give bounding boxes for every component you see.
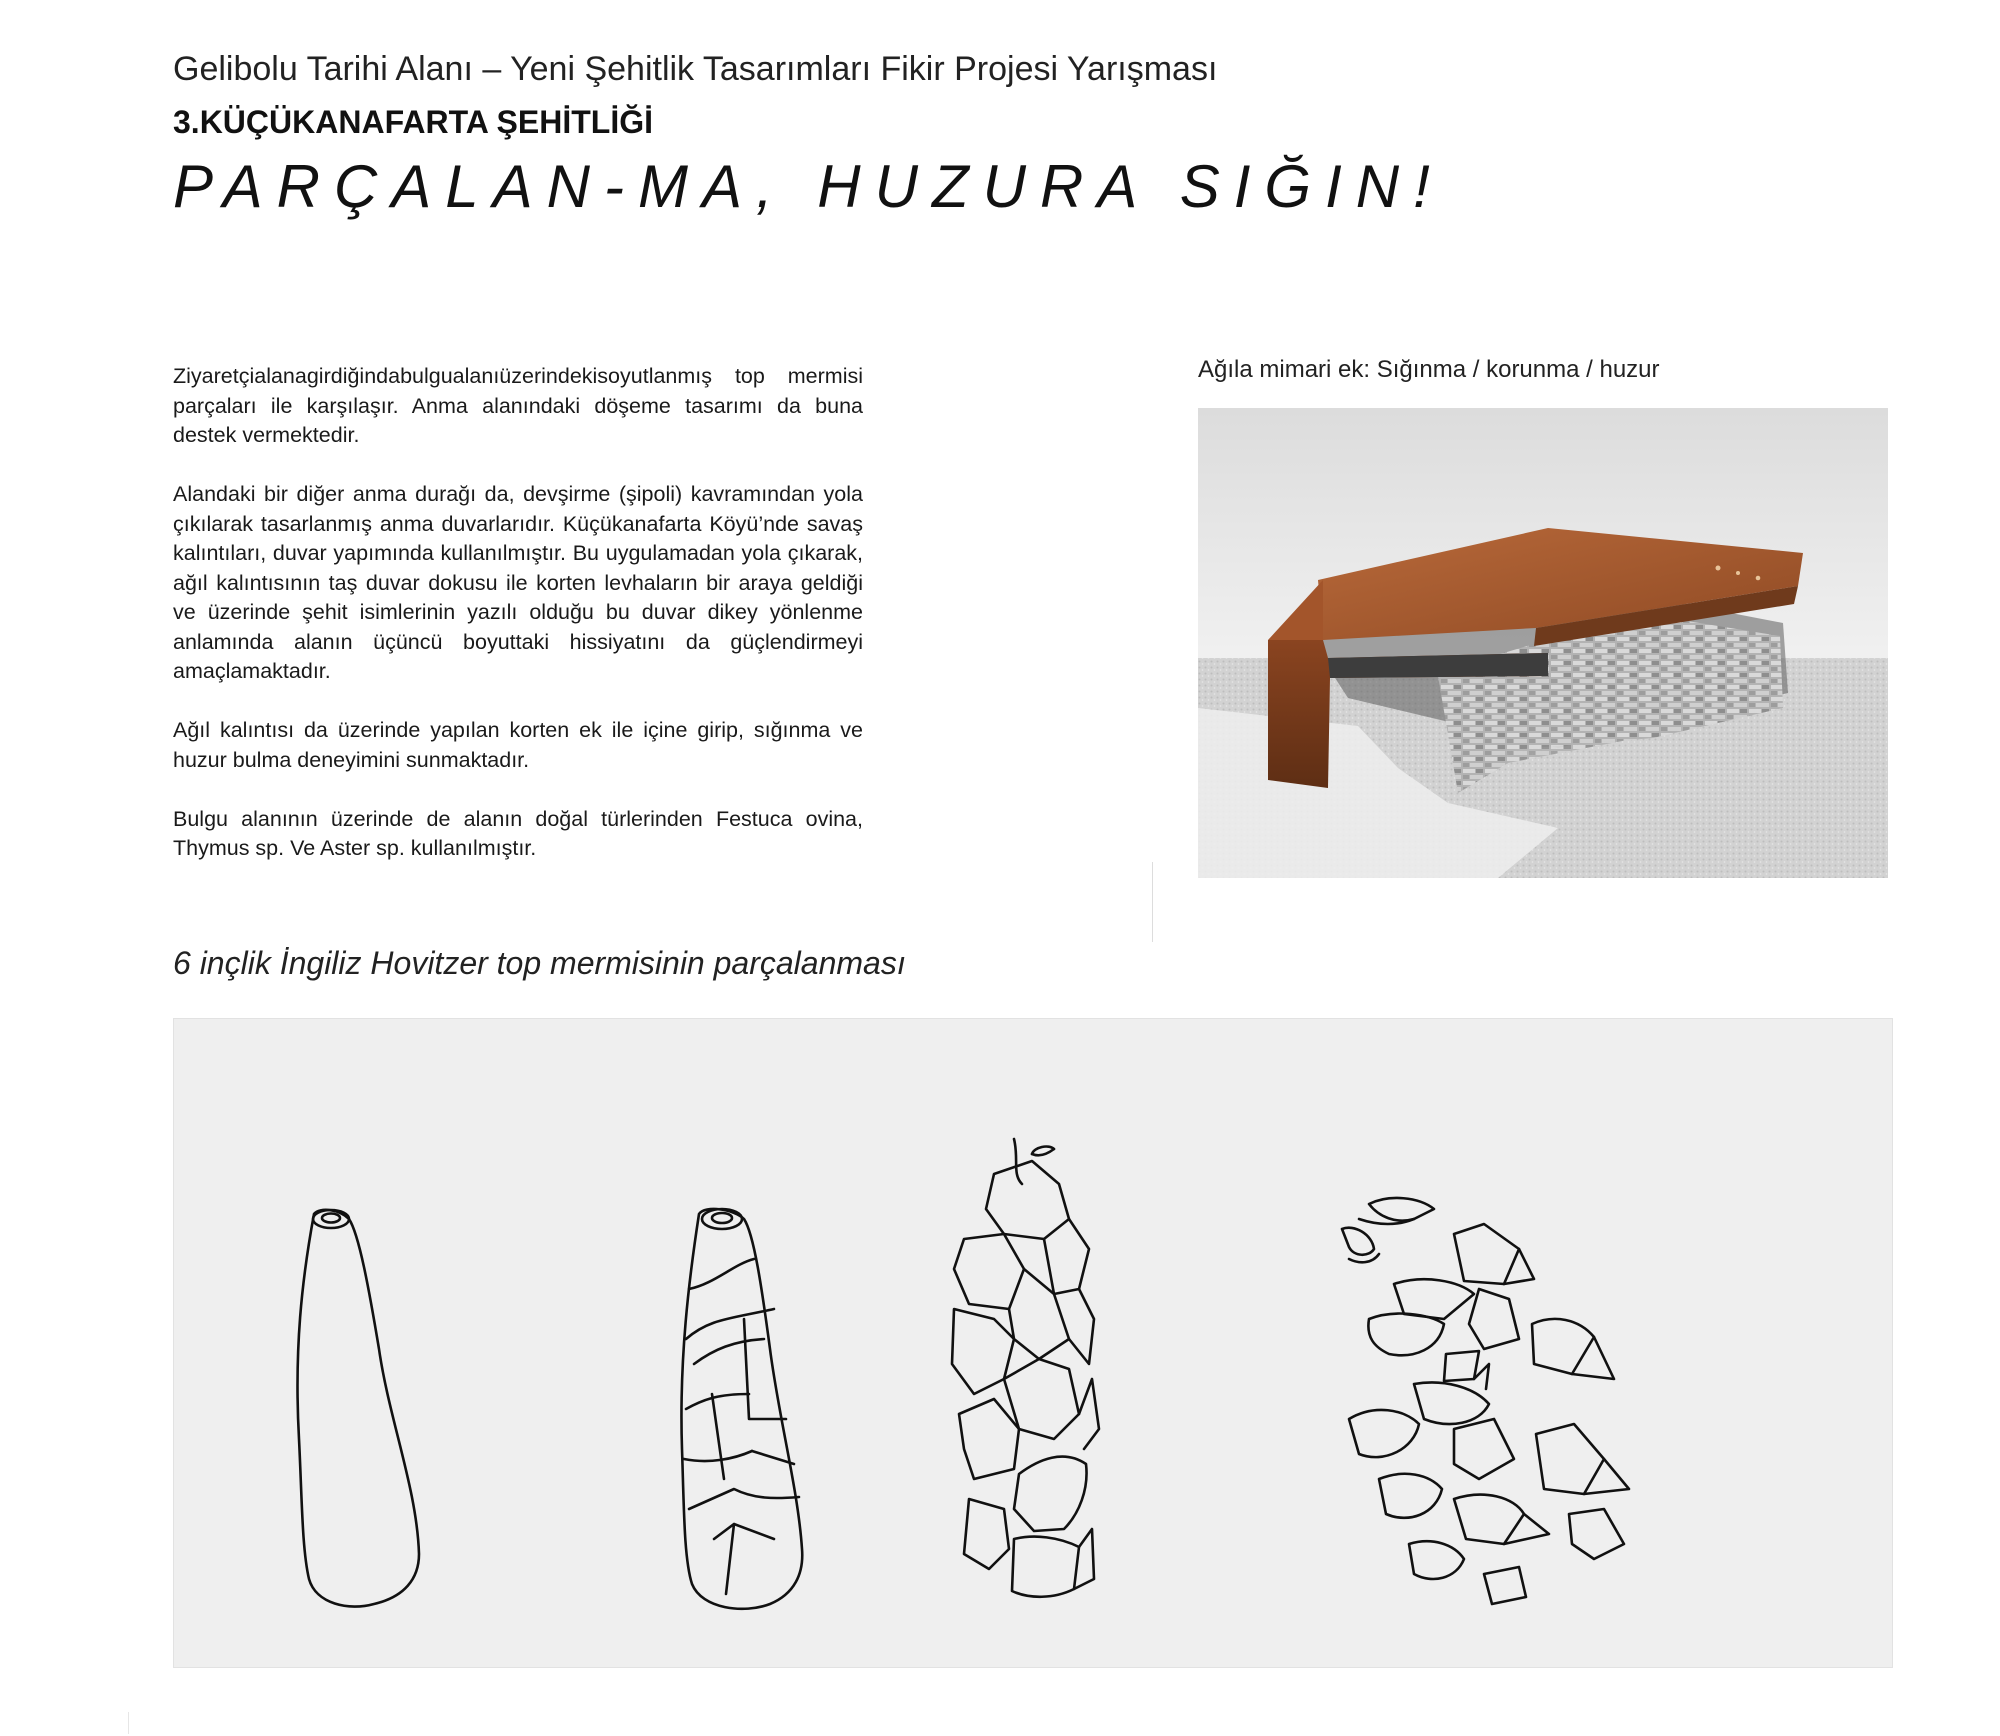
sketch-cracked-shell — [681, 1209, 802, 1609]
sketch-breaking-shell — [952, 1139, 1099, 1597]
paragraph-memorial-walls: Alandaki bir diğer anma durağı da, devşirme (şipoli) kavramından yola çıkılarak tasarlanmış anma duvarlarıdır. Küçükanafarta Köyü’nde savaş kalıntıları, duvar yapımında kullanılmıştır. Bu uygulamadan yola çıkarak, ağıl kalıntısının taş duvar dokusu ile korten levhaların bir araya geldiği ve üzerinde şehit isimlerinin yazılı olduğu bu duvar dikey yönlenme anlamında alanın üçüncü boyuttaki hissiyatını da güçlendirmeyi amaçlamaktadır. — [173, 482, 863, 683]
sketch-drawing — [174, 1019, 1892, 1667]
sketch-scattered-fragments — [1342, 1198, 1629, 1604]
project-motto: PARÇALAN-MA, HUZURA SIĞIN! — [173, 153, 1444, 220]
divider-line — [1152, 862, 1153, 942]
shelter-render-image — [1198, 408, 1888, 878]
shelter-render-drawing — [1198, 408, 1888, 878]
paragraph-shelter: Ağıl kalıntısı da üzerinde yapılan korten ek ile içine girip, sığınma ve huzur bulma deneyimini sunmaktadır. — [173, 718, 863, 772]
render-caption: Ağıla mimari ek: Sığınma / korunma / huzur — [1198, 356, 1660, 383]
paragraph-plants: Bulgu alanının üzerinde de alanın doğal türlerinden Festuca ovina, Thymus sp. Ve Aster sp. kullanılmıştır. — [173, 806, 863, 860]
site-title: 3.KÜÇÜKANAFARTA ŞEHİTLİĞİ — [173, 104, 653, 140]
description-text — [173, 362, 863, 893]
shell-fragmentation-sketches — [173, 1018, 1893, 1668]
sketch-intact-shell — [297, 1210, 419, 1607]
page-edge-mark — [128, 1712, 129, 1734]
paragraph-entrance: Ziyaretçialanagirdiğindabulgualanıüzerindekisoyutlanmış top mermisi parçaları ile karşılaşır. Anma alanındaki döşeme tasarımı da buna destek vermektedir. — [173, 364, 863, 447]
competition-title: Gelibolu Tarihi Alanı – Yeni Şehitlik Tasarımları Fikir Projesi Yarışması — [173, 50, 1218, 88]
sequence-title: 6 inçlik İngiliz Hovitzer top mermisinin parçalanması — [173, 945, 906, 981]
